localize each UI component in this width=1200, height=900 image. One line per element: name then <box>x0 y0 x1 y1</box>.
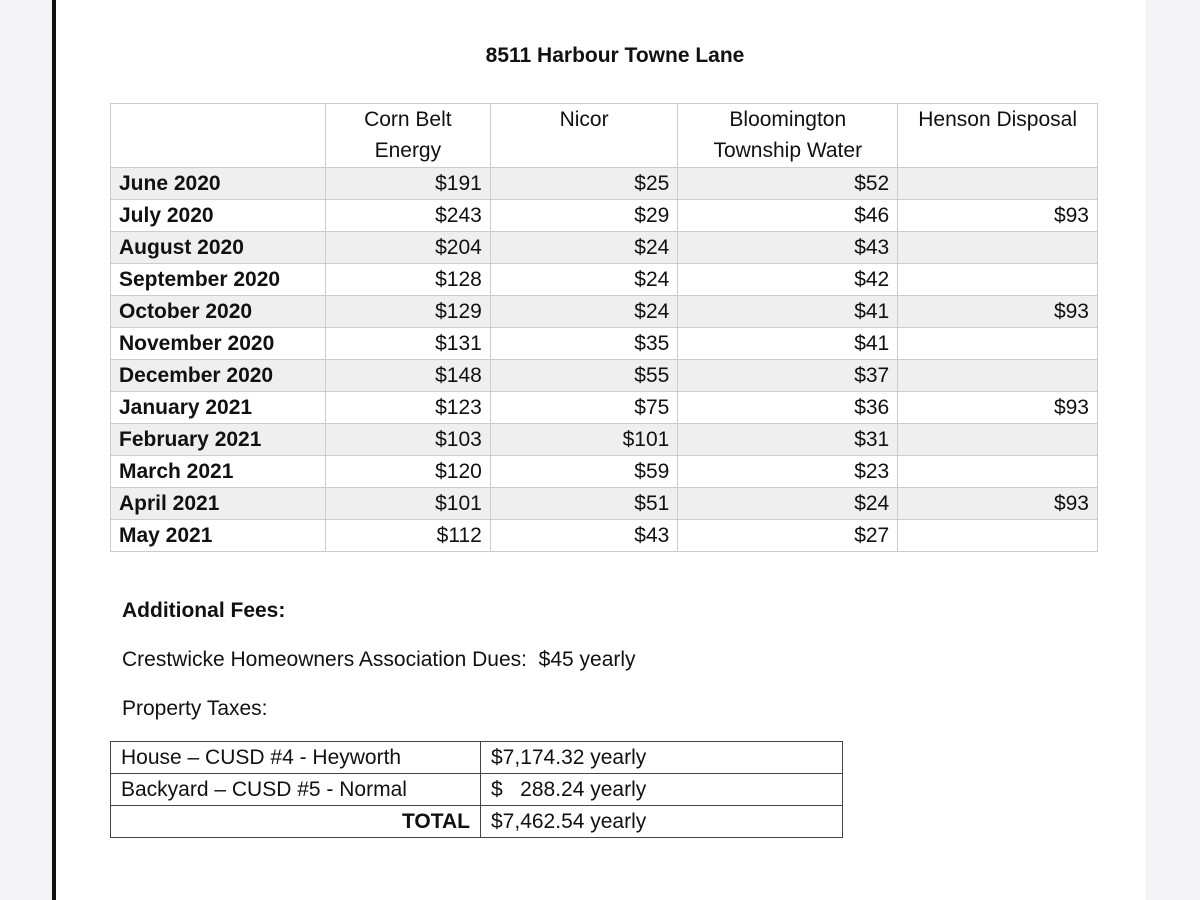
nicor-cell: $43 <box>490 520 677 552</box>
month-cell: January 2021 <box>111 392 326 424</box>
tax-amount: $7,174.32 yearly <box>481 742 843 774</box>
additional-fees-heading: Additional Fees: <box>122 599 286 622</box>
water-cell: $42 <box>678 264 898 296</box>
corn-belt-cell: $243 <box>325 200 490 232</box>
tax-label: House – CUSD #4 - Heyworth <box>111 742 481 774</box>
table-row <box>111 168 1098 200</box>
table-row <box>111 456 1098 488</box>
nicor-cell: $35 <box>490 328 677 360</box>
month-cell: February 2021 <box>111 424 326 456</box>
water-cell: $37 <box>678 360 898 392</box>
water-cell: $41 <box>678 296 898 328</box>
corn-belt-cell: $131 <box>325 328 490 360</box>
corn-belt-cell: $148 <box>325 360 490 392</box>
table-header-row <box>111 104 1098 168</box>
table-row <box>111 360 1098 392</box>
month-cell: October 2020 <box>111 296 326 328</box>
nicor-cell: $101 <box>490 424 677 456</box>
disposal-cell: $93 <box>898 200 1098 232</box>
month-cell: March 2021 <box>111 456 326 488</box>
corn-belt-cell: $204 <box>325 232 490 264</box>
header-corn-belt: Corn Belt Energy <box>325 104 490 168</box>
disposal-cell <box>898 456 1098 488</box>
corn-belt-cell: $191 <box>325 168 490 200</box>
disposal-cell <box>898 328 1098 360</box>
disposal-cell <box>898 168 1098 200</box>
corn-belt-cell: $112 <box>325 520 490 552</box>
water-cell: $31 <box>678 424 898 456</box>
corn-belt-cell: $129 <box>325 296 490 328</box>
document-title: 8511 Harbour Towne Lane <box>485 44 745 67</box>
table-row <box>111 742 843 774</box>
water-cell: $36 <box>678 392 898 424</box>
table-row <box>111 774 843 806</box>
nicor-cell: $24 <box>490 296 677 328</box>
disposal-cell: $93 <box>898 392 1098 424</box>
header-nicor: Nicor <box>490 104 677 168</box>
nicor-cell: $24 <box>490 264 677 296</box>
header-water: Bloomington Township Water <box>678 104 898 168</box>
disposal-cell <box>898 360 1098 392</box>
nicor-cell: $25 <box>490 168 677 200</box>
month-cell: September 2020 <box>111 264 326 296</box>
total-label: TOTAL <box>111 806 481 838</box>
nicor-cell: $29 <box>490 200 677 232</box>
water-cell: $23 <box>678 456 898 488</box>
month-cell: June 2020 <box>111 168 326 200</box>
water-cell: $41 <box>678 328 898 360</box>
water-cell: $27 <box>678 520 898 552</box>
month-cell: November 2020 <box>111 328 326 360</box>
water-cell: $46 <box>678 200 898 232</box>
nicor-cell: $75 <box>490 392 677 424</box>
property-tax-table <box>110 741 843 838</box>
disposal-cell <box>898 264 1098 296</box>
table-row <box>111 392 1098 424</box>
table-row <box>111 328 1098 360</box>
utilities-table <box>110 103 1098 552</box>
disposal-cell: $93 <box>898 296 1098 328</box>
disposal-cell: $93 <box>898 488 1098 520</box>
month-cell: May 2021 <box>111 520 326 552</box>
header-blank <box>111 104 326 168</box>
corn-belt-cell: $103 <box>325 424 490 456</box>
hoa-dues: Crestwicke Homeowners Association Dues: $45 yearly <box>122 648 636 671</box>
tax-label: Backyard – CUSD #5 - Normal <box>111 774 481 806</box>
nicor-cell: $51 <box>490 488 677 520</box>
corn-belt-cell: $101 <box>325 488 490 520</box>
tax-amount: $ 288.24 yearly <box>481 774 843 806</box>
table-row <box>111 520 1098 552</box>
table-row <box>111 264 1098 296</box>
nicor-cell: $59 <box>490 456 677 488</box>
month-cell: December 2020 <box>111 360 326 392</box>
month-cell: August 2020 <box>111 232 326 264</box>
total-row <box>111 806 843 838</box>
corn-belt-cell: $128 <box>325 264 490 296</box>
month-cell: April 2021 <box>111 488 326 520</box>
disposal-cell <box>898 520 1098 552</box>
disposal-cell <box>898 424 1098 456</box>
disposal-cell <box>898 232 1098 264</box>
property-taxes-label: Property Taxes: <box>122 697 268 720</box>
water-cell: $43 <box>678 232 898 264</box>
water-cell: $52 <box>678 168 898 200</box>
table-row <box>111 232 1098 264</box>
corn-belt-cell: $120 <box>325 456 490 488</box>
corn-belt-cell: $123 <box>325 392 490 424</box>
table-row <box>111 296 1098 328</box>
table-row <box>111 488 1098 520</box>
header-disposal: Henson Disposal <box>898 104 1098 168</box>
water-cell: $24 <box>678 488 898 520</box>
nicor-cell: $55 <box>490 360 677 392</box>
month-cell: July 2020 <box>111 200 326 232</box>
total-amount: $7,462.54 yearly <box>481 806 843 838</box>
nicor-cell: $24 <box>490 232 677 264</box>
table-row <box>111 200 1098 232</box>
table-row <box>111 424 1098 456</box>
